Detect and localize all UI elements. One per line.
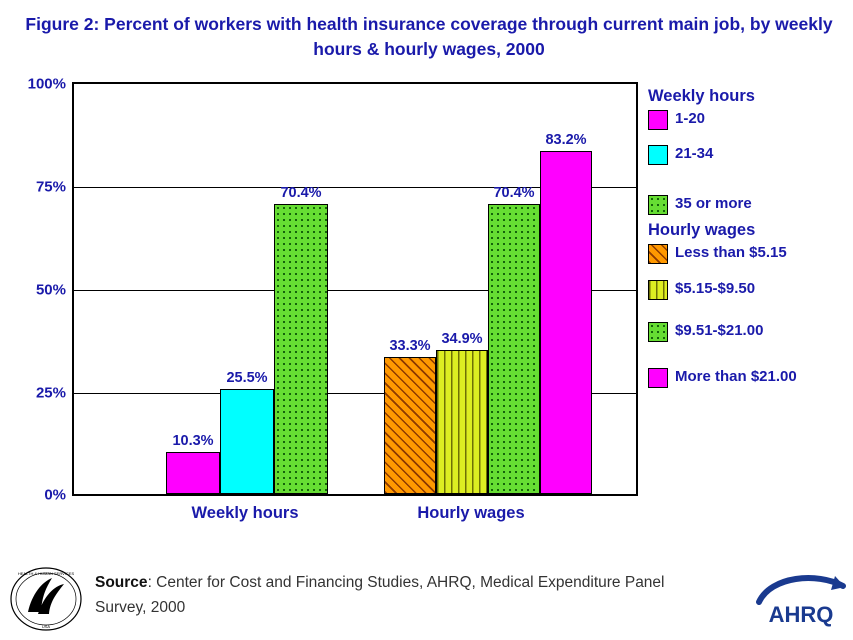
legend: [648, 86, 848, 402]
legend-item-9-51-to-21-00[interactable]: [648, 321, 848, 343]
bar-wage-more-than-21-00[interactable]: [540, 132, 592, 494]
y-axis-label-0: 0%: [44, 486, 66, 504]
legend-label: $5.15-$9.50: [675, 280, 756, 297]
hhs-seal-logo: [8, 566, 84, 632]
legend-heading-hourly-wages: Hourly wages: [648, 221, 756, 239]
legend-swatch-magenta-icon: [648, 368, 668, 388]
source-label: Source: [95, 574, 148, 591]
bar-value-label: 10.3%: [172, 432, 214, 449]
legend-label: 1-20: [675, 110, 706, 127]
y-axis-label-75: 75%: [35, 178, 66, 196]
y-axis-label-25: 25%: [35, 384, 66, 402]
legend-item-35-or-more[interactable]: [648, 194, 848, 216]
bar-value-label: 34.9%: [441, 331, 483, 347]
bar-weekly-21-34[interactable]: [220, 370, 274, 494]
footer-divider: [0, 556, 853, 557]
source-note: [95, 570, 705, 620]
bar-weekly-35-or-more[interactable]: [274, 185, 328, 494]
svg-text:AHRQ: AHRQ: [768, 602, 834, 627]
legend-swatch-orange-diagonal-icon: [648, 244, 668, 264]
bar-wage-9-51-to-21-00[interactable]: [488, 185, 540, 494]
bar-weekly-1-20[interactable]: [166, 432, 220, 495]
x-axis-group-label-weekly-hours: Weekly hours: [191, 504, 299, 522]
x-axis-group-label-hourly-wages: Hourly wages: [417, 504, 525, 522]
plot-area: [27, 75, 638, 504]
legend-label: More than $21.00: [675, 368, 797, 385]
ahrq-logo: [755, 572, 847, 630]
y-axis-label-50: 50%: [35, 281, 66, 299]
legend-item-21-34[interactable]: [648, 144, 848, 166]
page-title: Figure 2: Percent of workers with health insurance coverage through current main job, by weekly hours & hourly wages, 2000: [25, 14, 833, 59]
svg-text:USA: USA: [41, 624, 51, 629]
legend-item-less-than-5-15[interactable]: [648, 243, 848, 265]
bar-wage-less-than-5-15[interactable]: [384, 338, 436, 494]
legend-label: 21-34: [675, 145, 714, 162]
y-axis-label-100: 100%: [27, 75, 66, 93]
legend-item-more-than-21-00[interactable]: [648, 367, 848, 389]
bar-value-label: 83.2%: [545, 132, 587, 148]
legend-swatch-green-dotted-icon: [648, 195, 668, 215]
legend-item-1-20[interactable]: [648, 109, 848, 131]
source-text: : Center for Cost and Financing Studies, AHRQ, Medical Expenditure Panel Survey, 2000: [95, 574, 665, 616]
legend-label: $9.51-$21.00: [675, 322, 764, 339]
legend-swatch-yellow-vertical-icon: [648, 280, 668, 300]
legend-label: Less than $5.15: [675, 244, 787, 261]
legend-heading-weekly-hours: Weekly hours: [648, 87, 755, 105]
bar-value-label: 33.3%: [389, 338, 431, 354]
legend-label: 35 or more: [675, 195, 752, 212]
legend-item-5-15-to-9-50[interactable]: [648, 279, 848, 301]
legend-swatch-cyan-icon: [648, 145, 668, 165]
bar-value-label: 70.4%: [280, 185, 322, 201]
legend-swatch-green-dotted-icon: [648, 322, 668, 342]
bar-wage-5-15-to-9-50[interactable]: [436, 331, 488, 494]
legend-swatch-magenta-icon: [648, 110, 668, 130]
bar-value-label: 25.5%: [226, 370, 268, 386]
bar-value-label: 70.4%: [493, 185, 535, 201]
svg-text:HEALTH & HUMAN SERVICES: HEALTH & HUMAN SERVICES: [17, 571, 75, 576]
